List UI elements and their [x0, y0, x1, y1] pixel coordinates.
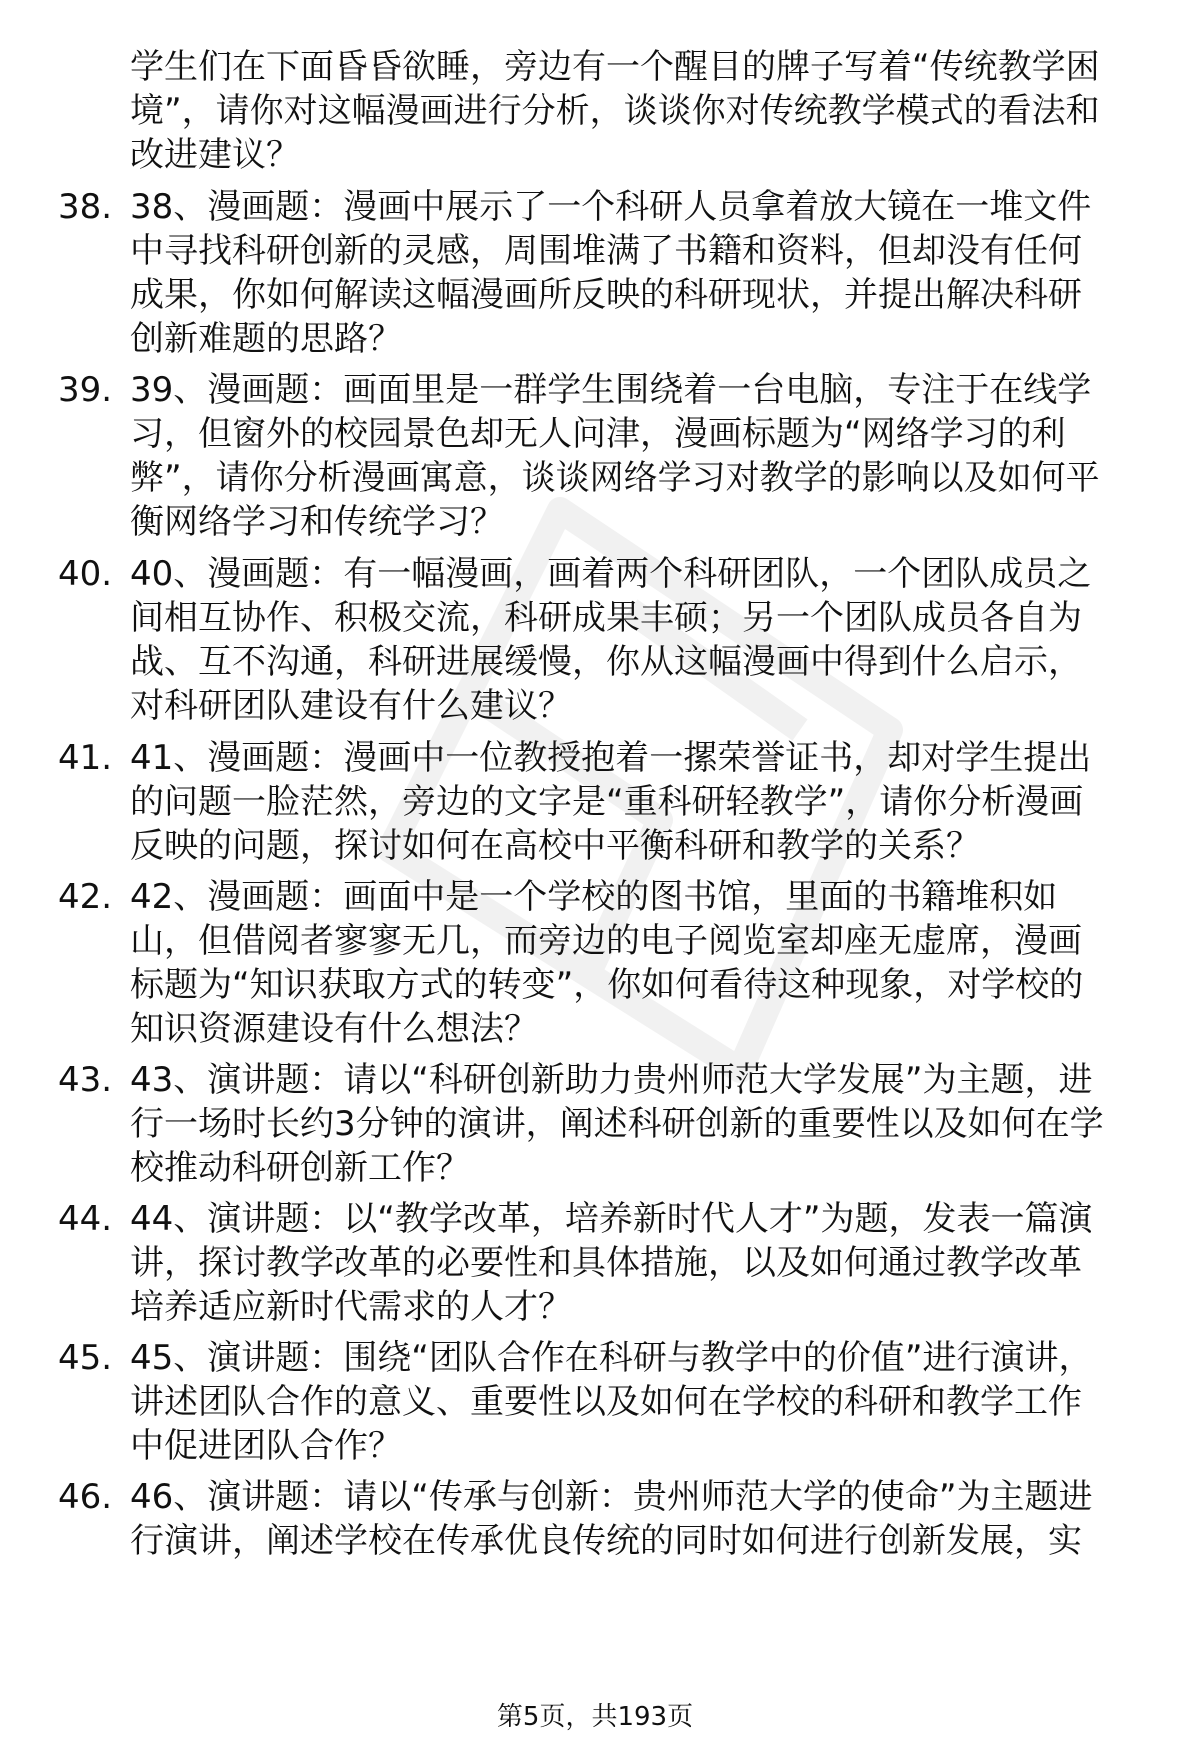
text-line: 44、演讲题：以“教学改革，培养新时代人才”为题，发表一篇演	[130, 1199, 1093, 1239]
question-number: 44.	[58, 1199, 113, 1239]
question-number: 41.	[58, 738, 113, 778]
text-line: 46、演讲题：请以“传承与创新：贵州师范大学的使命”为主题进	[130, 1477, 1093, 1517]
question-text	[130, 1475, 1170, 1563]
text-line: 战、互不沟通，科研进展缓慢，你从这幅漫画中得到什么启示，	[130, 642, 1082, 682]
continued-question-text	[130, 45, 1170, 177]
question-text	[130, 1197, 1170, 1329]
text-line: 改进建议？	[130, 135, 300, 175]
question-text	[130, 1336, 1170, 1468]
text-line: 行演讲，阐述学校在传承优良传统的同时如何进行创新发展，实	[130, 1521, 1082, 1561]
text-line: 讲，探讨教学改革的必要性和具体措施，以及如何通过教学改革	[130, 1243, 1082, 1283]
text-line: 45、演讲题：围绕“团队合作在科研与教学中的价值”进行演讲，	[130, 1338, 1093, 1378]
question-text	[130, 1058, 1170, 1190]
question-number: 40.	[58, 554, 113, 594]
text-line: 学生们在下面昏昏欲睡，旁边有一个醒目的牌子写着“传统教学困	[130, 47, 1100, 87]
question-number: 38.	[58, 187, 113, 227]
text-line: 中寻找科研创新的灵感，周围堆满了书籍和资料，但却没有任何	[130, 231, 1082, 271]
question-text	[130, 368, 1170, 544]
text-line: 40、漫画题：有一幅漫画，画着两个科研团队，一个团队成员之	[130, 554, 1092, 594]
text-line: 讲述团队合作的意义、重要性以及如何在学校的科研和教学工作	[130, 1382, 1082, 1422]
question-text	[130, 185, 1170, 361]
text-line: 境”，请你对这幅漫画进行分析，谈谈你对传统教学模式的看法和	[130, 91, 1100, 131]
text-line: 41、漫画题：漫画中一位教授抱着一摞荣誉证书，却对学生提出	[130, 738, 1092, 778]
text-line: 校推动科研创新工作？	[130, 1148, 470, 1188]
question-number: 42.	[58, 877, 113, 917]
question-text	[130, 736, 1170, 868]
text-line: 成果，你如何解读这幅漫画所反映的科研现状，并提出解决科研	[130, 275, 1082, 315]
text-line: 习，但窗外的校园景色却无人问津，漫画标题为“网络学习的利	[130, 414, 1066, 454]
text-line: 行一场时长约3分钟的演讲，阐述科研创新的重要性以及如何在学	[130, 1104, 1104, 1144]
text-line: 创新难题的思路？	[130, 319, 402, 359]
question-number: 46.	[58, 1477, 113, 1517]
text-line: 的问题一脸茫然，旁边的文字是“重科研轻教学”，请你分析漫画	[130, 782, 1084, 822]
text-line: 对科研团队建设有什么建议？	[130, 686, 572, 726]
text-line: 反映的问题，探讨如何在高校中平衡科研和教学的关系？	[130, 826, 980, 866]
text-line: 38、漫画题：漫画中展示了一个科研人员拿着放大镜在一堆文件	[130, 187, 1092, 227]
text-line: 43、演讲题：请以“科研创新助力贵州师范大学发展”为主题，进	[130, 1060, 1093, 1100]
question-number: 43.	[58, 1060, 113, 1100]
page-footer	[0, 1700, 1190, 1734]
text-line: 39、漫画题：画面里是一群学生围绕着一台电脑，专注于在线学	[130, 370, 1092, 410]
text-line: 42、漫画题：画面中是一个学校的图书馆，里面的书籍堆积如	[130, 877, 1058, 917]
text-line: 弊”，请你分析漫画寓意，谈谈网络学习对教学的影响以及如何平	[130, 458, 1100, 498]
question-number: 39.	[58, 370, 113, 410]
text-line: 间相互协作、积极交流，科研成果丰硕；另一个团队成员各自为	[130, 598, 1082, 638]
text-line: 标题为“知识获取方式的转变”，你如何看待这种现象，对学校的	[130, 965, 1084, 1005]
text-line: 知识资源建设有什么想法？	[130, 1009, 538, 1049]
question-text	[130, 552, 1170, 728]
text-line: 山，但借阅者寥寥无几，而旁边的电子阅览室却座无虚席，漫画	[130, 921, 1082, 961]
page-number-label: 第5页，共193页	[496, 1702, 694, 1732]
text-line: 衡网络学习和传统学习？	[130, 502, 504, 542]
question-number: 45.	[58, 1338, 113, 1378]
text-line: 中促进团队合作？	[130, 1426, 402, 1466]
question-text	[130, 875, 1170, 1051]
text-line: 培养适应新时代需求的人才？	[130, 1287, 572, 1327]
